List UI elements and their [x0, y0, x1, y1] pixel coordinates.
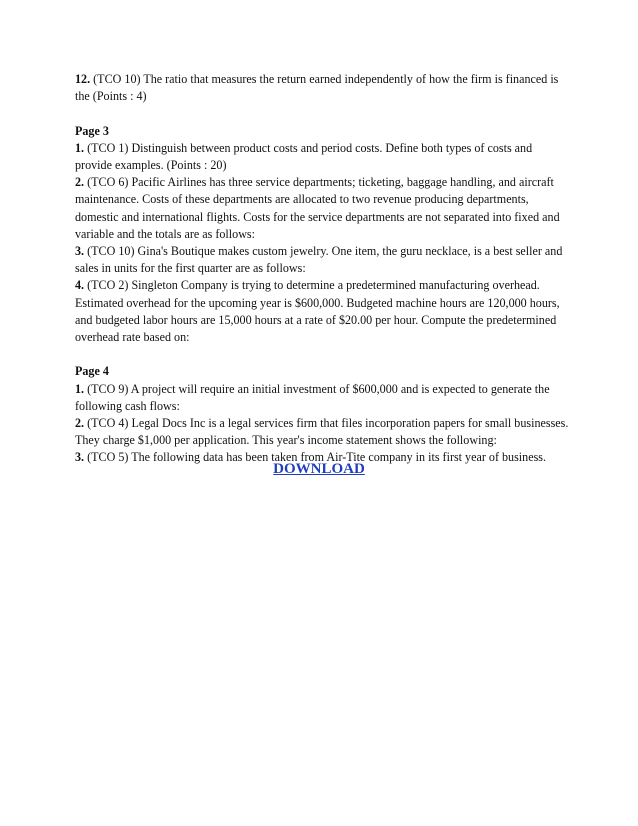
question-12	[75, 71, 570, 105]
question-number: 3.	[75, 244, 85, 259]
question-text: (TCO 1) Distinguish between product costs and period costs. Define both types of costs and provide examples. (Points : 20)	[75, 140, 533, 172]
question-number: 2.	[75, 416, 85, 431]
list-item	[75, 243, 570, 277]
list-item	[75, 381, 570, 415]
list-item	[75, 277, 570, 346]
section-heading: Page 3	[75, 123, 109, 138]
question-number: 1.	[75, 140, 85, 155]
document-body	[75, 71, 570, 467]
question-text: (TCO 10) Gina's Boutique makes custom jewelry. One item, the guru necklace, is a best seller and sales in units for the first quarter are as follows:	[75, 244, 563, 276]
question-text: (TCO 9) A project will require an initial investment of $600,000 and is expected to generate the following cash flows:	[75, 381, 550, 413]
question-text: (TCO 2) Singleton Company is trying to determine a predetermined manufacturing overhead. Estimated overhead for the upcoming year is $600,000. Budgeted machine hours are 120,000 hours, and budgeted labor hours are 15,000 hours at a rate of $20.00 per hour. Compute the predetermined overhead rate based on:	[75, 278, 560, 345]
section-page-4	[75, 363, 570, 466]
question-number: 2.	[75, 175, 85, 190]
download-area	[0, 460, 638, 478]
list-item	[75, 174, 570, 243]
question-number: 12.	[75, 72, 91, 86]
spacer	[75, 105, 570, 122]
list-item	[75, 415, 570, 449]
question-number: 3.	[75, 450, 85, 465]
download-link[interactable]: DOWNLOAD	[273, 461, 365, 477]
question-text: (TCO 10) The ratio that measures the return earned independently of how the firm is financed is the (Points : 4)	[75, 72, 559, 104]
question-text: (TCO 5) The following data has been taken from Air-Tite company in its first year of business.	[87, 450, 547, 465]
section-heading: Page 4	[75, 364, 109, 379]
question-number: 4.	[75, 278, 85, 293]
list-item	[75, 140, 570, 174]
question-text: (TCO 6) Pacific Airlines has three service departments; ticketing, baggage handling, and aircraft maintenance. Costs of these departments are allocated to two revenue producing departments, domestic and international flights. Costs for the service departments are not separated into fixed and variable and the totals are as follows:	[75, 175, 560, 241]
spacer	[75, 346, 570, 363]
question-text: (TCO 4) Legal Docs Inc is a legal services firm that files incorporation papers for small businesses. They charge $1,000 per application. This year's income statement shows the following:	[75, 416, 569, 448]
section-page-3	[75, 123, 570, 347]
question-number: 1.	[75, 381, 85, 396]
